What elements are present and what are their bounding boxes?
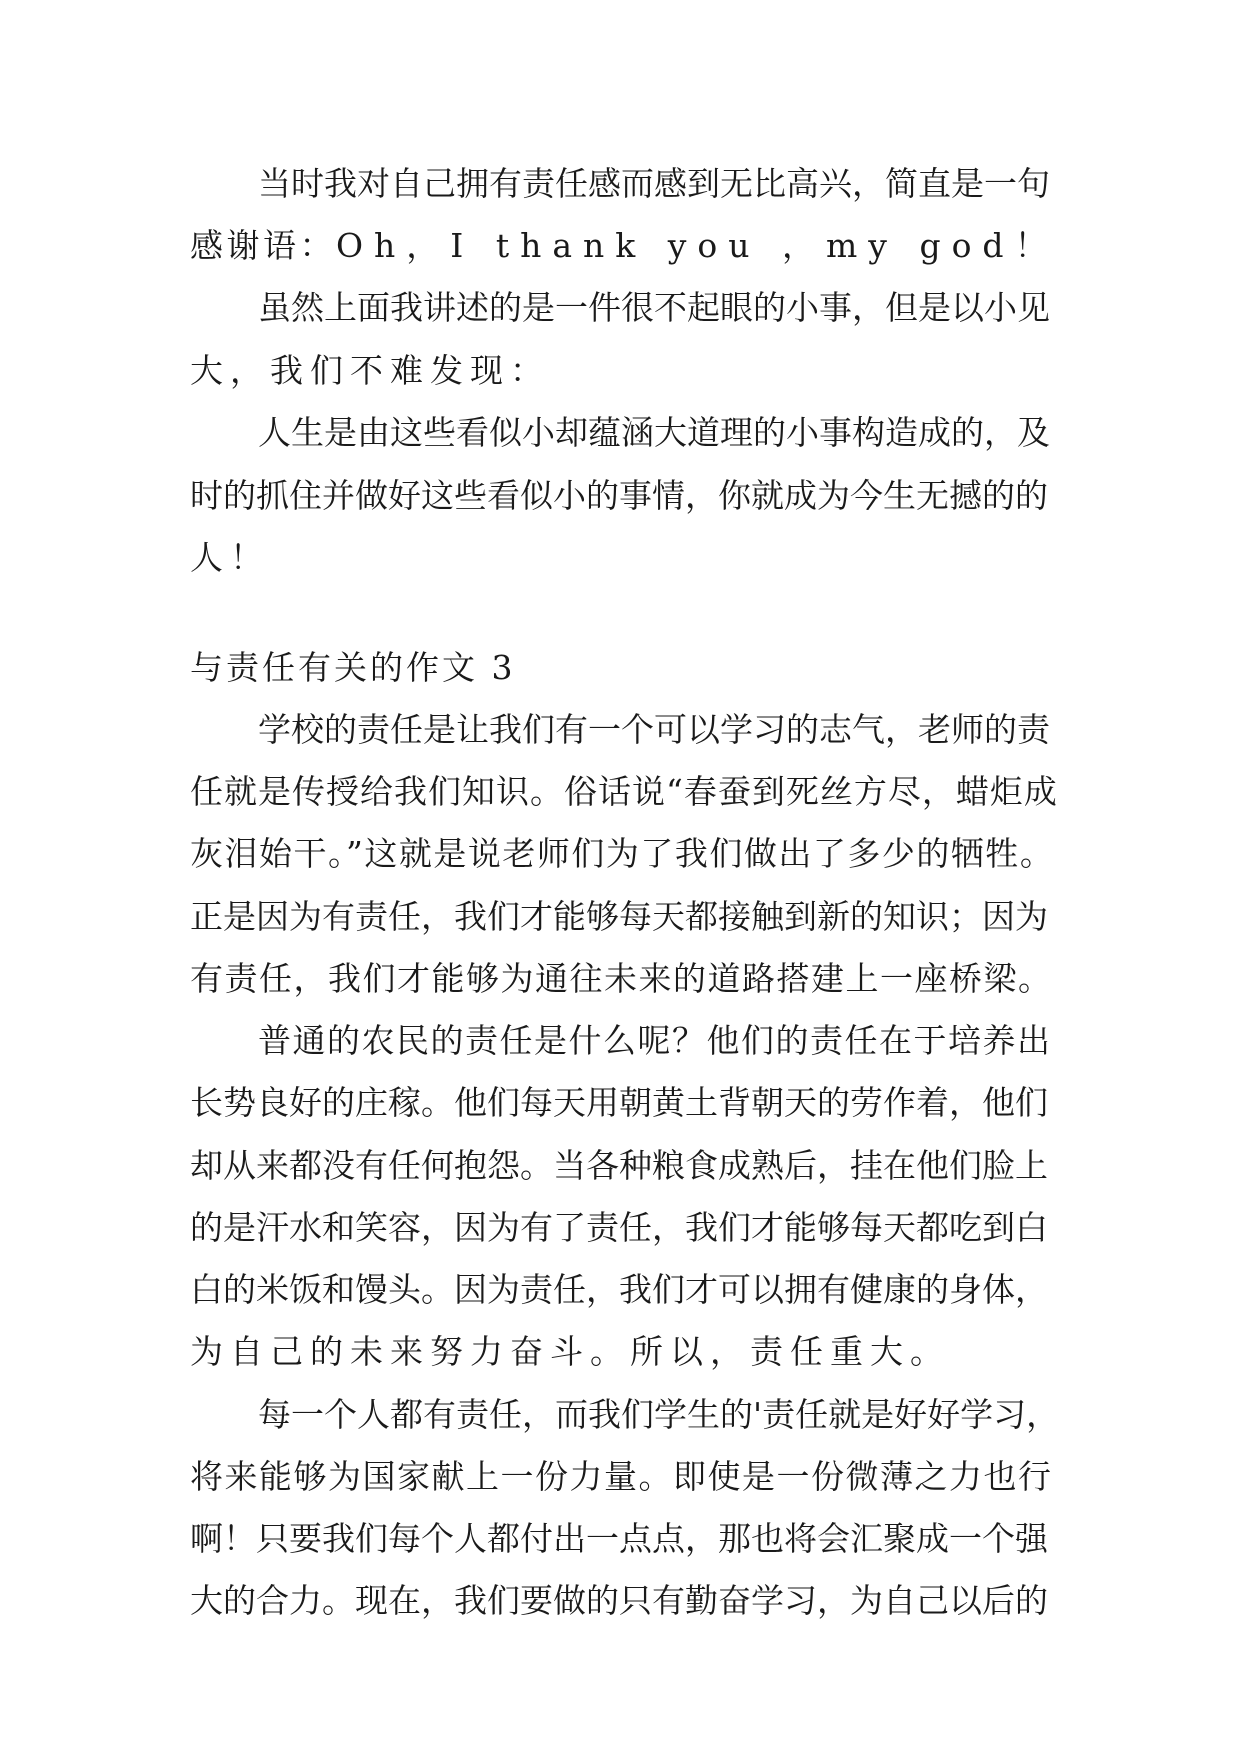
paragraph-line: 正是因为有责任，我们才能够每天都接触到新的知识；因为 xyxy=(190,897,1048,936)
paragraph-text: 感谢语： xyxy=(190,226,336,265)
paragraph-line xyxy=(190,226,1059,266)
paragraph-line: 为自己的未来努力奋斗。所以，责任重大。 xyxy=(190,1332,950,1371)
paragraph-line: 时的抓住并做好这些看似小的事情，你就成为今生无撼的的 xyxy=(190,476,1048,515)
paragraph-line: 啊！只要我们每个人都付出一点点，那也将会汇聚成一个强 xyxy=(190,1519,1048,1558)
paragraph-line: 白的米饭和馒头。因为责任，我们才可以拥有健康的身体， xyxy=(190,1270,1048,1309)
paragraph-line: 长势良好的庄稼。他们每天用朝黄土背朝天的劳作着，他们 xyxy=(190,1083,1048,1122)
paragraph-line: 学校的责任是让我们有一个可以学习的志气，老师的责 xyxy=(258,710,1050,749)
paragraph-line: 每一个人都有责任，而我们学生的'责任就是好好学习， xyxy=(258,1395,1060,1434)
paragraph-line: 人生是由这些看似小却蕴涵大道理的小事构造成的，及 xyxy=(258,413,1050,452)
paragraph-line: 大，我们不难发现： xyxy=(190,351,550,390)
paragraph-line: 大的合力。现在，我们要做的只有勤奋学习，为自己以后的 xyxy=(190,1581,1048,1620)
paragraph-line: 当时我对自己拥有责任感而感到无比高兴，简直是一句 xyxy=(258,164,1050,203)
paragraph-line: 的是汗水和笑容，因为有了责任，我们才能够每天都吃到白 xyxy=(190,1208,1048,1247)
paragraph-line: 人！ xyxy=(190,538,270,577)
english-quote: Oh，I thank you ，my god！ xyxy=(336,226,1059,265)
paragraph-line: 任就是传授给我们知识。俗话说“春蚕到死丝方尽，蜡炬成 xyxy=(190,772,1058,811)
paragraph-line: 将来能够为国家献上一份力量。即使是一份微薄之力也行 xyxy=(190,1457,1053,1496)
paragraph-line: 却从来都没有任何抱怨。当各种粮食成熟后，挂在他们脸上 xyxy=(190,1146,1048,1185)
paragraph-line: 普通的农民的责任是什么呢？他们的责任在于培养出 xyxy=(258,1021,1052,1060)
paragraph-line: 虽然上面我讲述的是一件很不起眼的小事，但是以小见 xyxy=(258,288,1050,327)
section-heading: 与责任有关的作文 3 xyxy=(190,648,516,687)
paragraph-line: 有责任，我们才能够为通往未来的道路搭建上一座桥梁。 xyxy=(190,959,1053,998)
paragraph-line: 灰泪始干。”这就是说老师们为了我们做出了多少的牺牲。 xyxy=(190,834,1055,873)
